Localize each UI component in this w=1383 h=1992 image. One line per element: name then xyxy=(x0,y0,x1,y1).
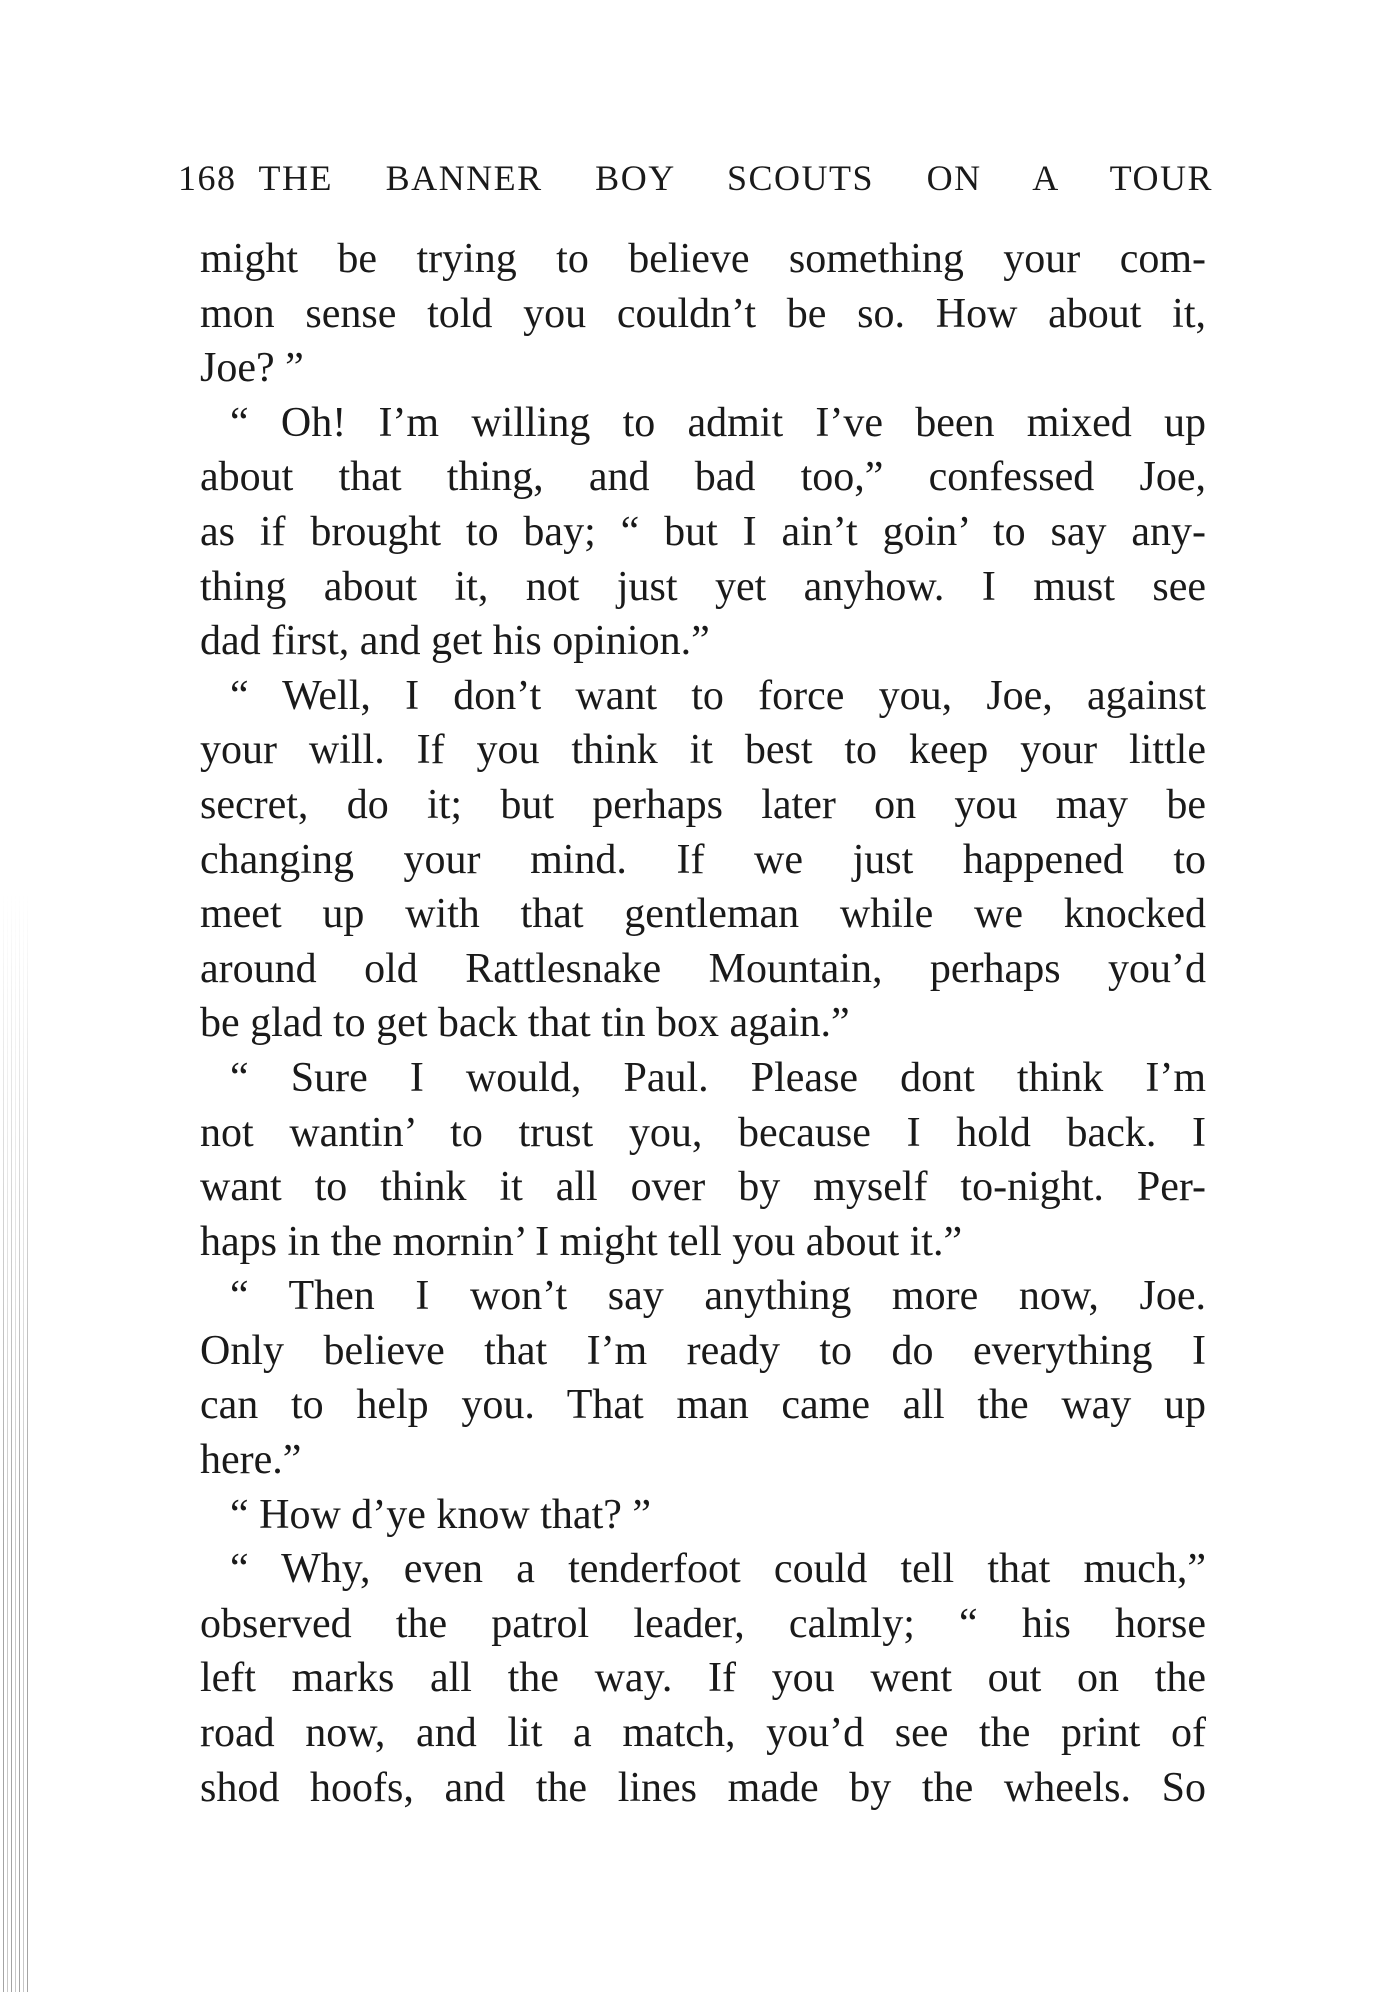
text-line: mon sense told you couldn’t be so. How about it, xyxy=(200,290,1206,337)
text-line: observed the patrol leader, calmly; “ his horse xyxy=(200,1600,1206,1647)
text-line: secret, do it; but perhaps later on you may be xyxy=(200,781,1206,828)
text-line: meet up with that gentleman while we knocked xyxy=(200,891,1206,938)
text-line: about that thing, and bad too,” confessed Joe, xyxy=(200,454,1206,501)
text-line: “ Then I won’t say anything more now, Joe. xyxy=(230,1273,1206,1320)
text-line: “ Why, even a tenderfoot could tell that much,” xyxy=(230,1546,1206,1593)
text-line: here.” xyxy=(200,1437,302,1484)
text-line: “ How d’ye know that? ” xyxy=(230,1491,652,1538)
text-line: can to help you. That man came all the way up xyxy=(200,1382,1206,1429)
text-line: “ Well, I don’t want to force you, Joe, against xyxy=(230,672,1206,719)
text-line: your will. If you think it best to keep your little xyxy=(200,727,1206,774)
binding-gutter-edge xyxy=(0,892,30,1992)
page-number: 168 xyxy=(178,158,237,198)
text-line: changing your mind. If we just happened to xyxy=(200,836,1206,883)
running-head xyxy=(178,157,1213,205)
text-line: “ Oh! I’m willing to admit I’ve been mixed up xyxy=(230,399,1206,446)
text-line: around old Rattlesnake Mountain, perhaps you’d xyxy=(200,945,1206,992)
text-line: left marks all the way. If you went out on the xyxy=(200,1655,1206,1702)
text-line: Only believe that I’m ready to do everything I xyxy=(200,1327,1206,1374)
text-line: thing about it, not just yet anyhow. I must see xyxy=(200,563,1206,610)
text-line: as if brought to bay; “ but I ain’t goin’ to say any- xyxy=(200,508,1206,555)
text-line: might be trying to believe something your com- xyxy=(200,236,1206,282)
text-line: be glad to get back that tin box again.” xyxy=(200,1000,850,1047)
text-line: want to think it all over by myself to-night. Per- xyxy=(200,1164,1206,1211)
book-title: THE BANNER BOY SCOUTS ON A TOUR xyxy=(258,158,1213,198)
text-line: not wantin’ to trust you, because I hold back. I xyxy=(200,1109,1206,1156)
text-line: shod hoofs, and the lines made by the wheels. So xyxy=(200,1764,1206,1811)
text-line: Joe? ” xyxy=(200,345,304,392)
text-line: haps in the mornin’ I might tell you about it.” xyxy=(200,1218,963,1265)
text-line: “ Sure I would, Paul. Please dont think I’m xyxy=(230,1054,1206,1101)
body-text xyxy=(200,232,1206,1815)
text-line: road now, and lit a match, you’d see the print of xyxy=(200,1710,1206,1757)
text-line: dad first, and get his opinion.” xyxy=(200,618,710,665)
